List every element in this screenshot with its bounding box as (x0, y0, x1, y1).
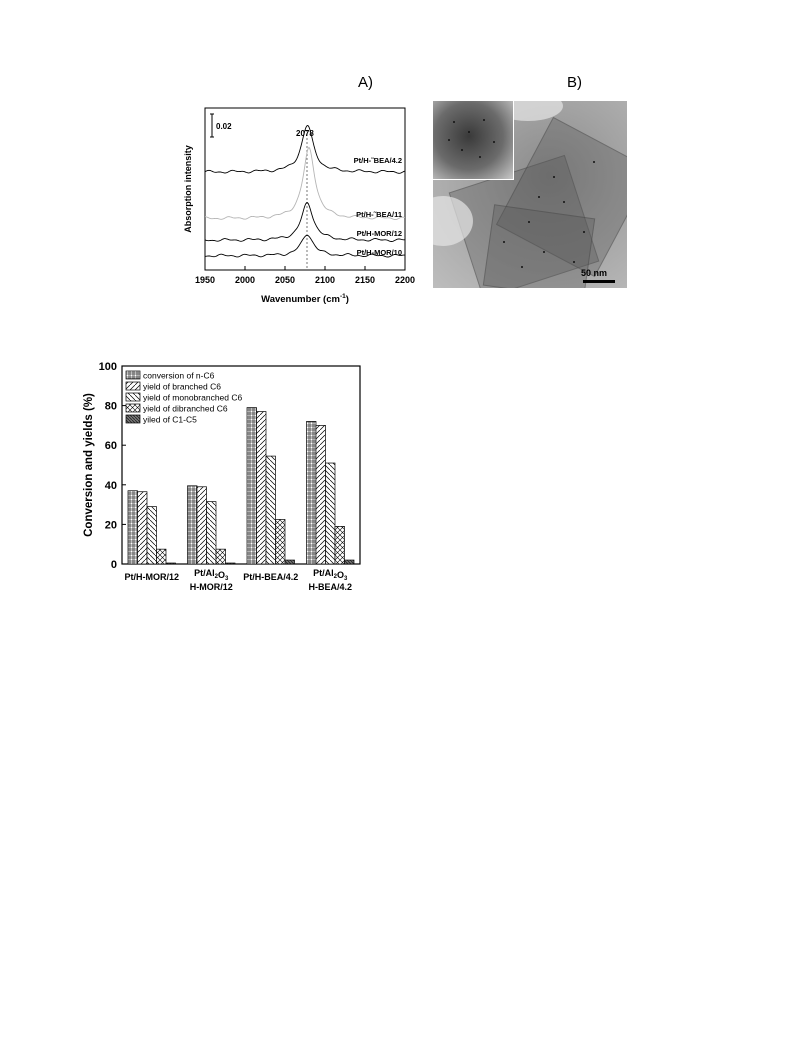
ir-x-tick-label: 2100 (314, 275, 336, 285)
bar-1-0 (188, 486, 198, 564)
bar-category-label-line2: H-MOR/12 (189, 582, 233, 592)
tem-micrograph (433, 101, 627, 288)
ir-x-tick-label: 1950 (194, 275, 216, 285)
bar-category-label: $Pt/Al_2O_3$ (194, 568, 229, 582)
bar-3-1 (316, 425, 326, 564)
legend-swatch (126, 371, 140, 379)
ir-x-tick-label: 2000 (234, 275, 256, 285)
bar-1-3 (216, 549, 226, 564)
bar-y-tick-label: 60 (104, 440, 117, 453)
bar-y-tick-label: 20 (104, 519, 117, 532)
panel-b-label: B) (567, 74, 582, 91)
bar-2-1 (257, 412, 267, 564)
bar-0-3 (157, 549, 167, 564)
bar-2-2 (266, 456, 276, 564)
bar-category-label: $Pt/Al_2O_3$ (313, 568, 348, 582)
legend-label: yield of dibranched C6 (143, 403, 228, 414)
bar-category-label: Pt/H-MOR/12 (124, 572, 180, 582)
ir-peak-label: 2078 (296, 129, 314, 138)
legend-swatch (126, 382, 140, 390)
ir-series-label-2: Pt/H-˜BEA/11 (356, 210, 402, 219)
bar-category-label-line2: H-BEA/4.2 (308, 582, 353, 592)
bar-y-axis-title: Conversion and yields (%) (83, 393, 95, 537)
bar-2-3 (276, 519, 286, 564)
legend-label: yield of branched C6 (143, 381, 221, 392)
bar-2-0 (247, 408, 257, 564)
ir-series-label-3: Pt/H-MOR/12 (356, 229, 402, 238)
ir-x-tick-label: 2200 (394, 275, 416, 285)
bar-1-4 (226, 563, 236, 564)
bar-category-label: Pt/H-BEA/4.2 (243, 572, 299, 582)
bar-0-0 (128, 491, 138, 564)
bar-3-3 (335, 526, 345, 564)
tem-inset-image (433, 101, 514, 180)
legend-swatch (126, 415, 140, 423)
legend-label: yield of monobranched C6 (143, 392, 243, 403)
bar-0-1 (138, 492, 148, 564)
tem-scale-bar (583, 280, 615, 283)
ir-y-axis-title: Absorption intensity (183, 145, 193, 233)
legend-swatch (126, 404, 140, 412)
bar-0-4 (166, 563, 176, 564)
bar-3-0 (307, 421, 317, 564)
ir-series-label-4: Pt/H-MOR/10 (356, 248, 402, 257)
legend-swatch (126, 393, 140, 401)
bar-3-2 (326, 463, 336, 564)
ir-x-tick-label: 2050 (274, 275, 296, 285)
ir-scale-label: 0.02 (216, 122, 232, 131)
legend-label: yiled of C1-C5 (143, 414, 197, 425)
ir-x-tick-label: 2150 (354, 275, 376, 285)
ir-series-label-1: Pt/H-˜BEA/4.2 (353, 156, 402, 165)
panel-a-label: A) (358, 74, 373, 91)
legend-label: conversion of n-C6 (143, 370, 215, 381)
bar-0-2 (147, 507, 157, 564)
bar-y-tick-label: 80 (104, 400, 117, 413)
tem-scale-label: 50 nm (581, 268, 608, 278)
bar-y-tick-label: 40 (104, 479, 117, 492)
bar-3-4 (345, 560, 355, 564)
bar-1-1 (197, 487, 207, 564)
bar-1-2 (207, 502, 217, 564)
bar-y-tick-label: 100 (98, 361, 117, 373)
bar-y-tick-label: 0 (110, 559, 117, 571)
ir-x-axis-title: Wavenumber $(cm^{-1})$ (261, 293, 349, 305)
bar-2-4 (285, 560, 295, 564)
